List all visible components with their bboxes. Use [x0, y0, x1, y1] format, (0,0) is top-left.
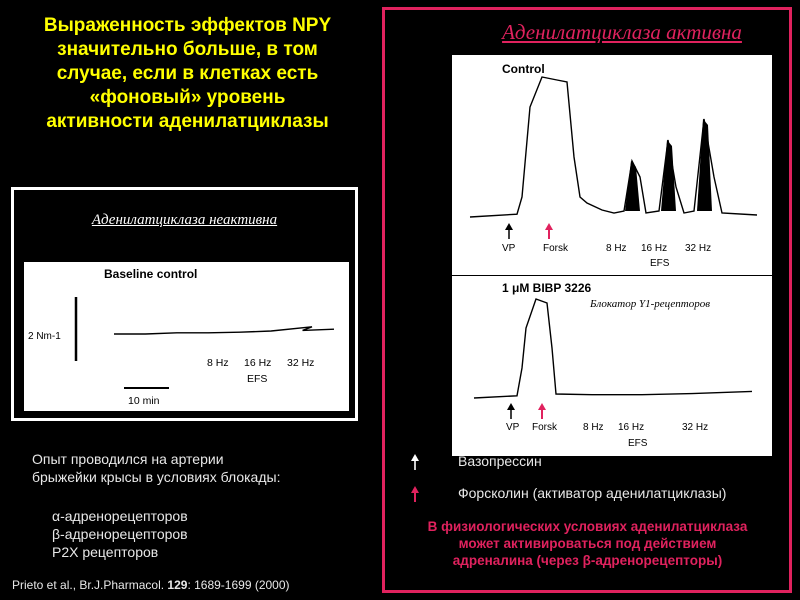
- arrow-vp: [507, 403, 515, 419]
- legend-forskolin: Форсколин (активатор аденилатциклазы): [458, 485, 727, 501]
- experiment-conditions: [32, 450, 280, 486]
- stim-label-forsk: Forsk: [543, 243, 568, 254]
- stim-label-forsk: Forsk: [532, 422, 557, 433]
- conclusion: [385, 518, 790, 569]
- legend-vasopressin: Вазопрессин: [458, 453, 542, 469]
- x-scale-label: 10 min: [128, 395, 160, 407]
- control-trace-title: Control: [502, 62, 545, 76]
- control-trace-chart: [452, 55, 772, 275]
- headline-line: Выраженность эффектов NPY: [43, 15, 332, 36]
- left-panel: [11, 187, 358, 421]
- conclusion-line: может активироваться под действием: [458, 536, 717, 551]
- efs-label: EFS: [628, 438, 648, 449]
- legend-vasopressin-arrow: [409, 452, 421, 477]
- y-scale-label: 2 Nm-1: [28, 331, 61, 342]
- headline: [10, 14, 365, 134]
- citation-prefix: Prieto et al., Br.J.Pharmacol.: [12, 578, 168, 592]
- headline-line: значительно больше, в том: [57, 39, 318, 60]
- stim-label-32hz: 32 Hz: [685, 243, 712, 254]
- stim-label-8hz: 8 Hz: [207, 357, 229, 369]
- citation-volume: 129: [167, 578, 188, 592]
- headline-line: активности аденилатциклазы: [46, 111, 329, 132]
- control-trace-panel: [452, 55, 772, 275]
- left-panel-title: Аденилатциклаза неактивна: [91, 212, 278, 228]
- legend-forskolin-arrow: [409, 484, 421, 509]
- receptor-p2x: P2X рецепторов: [52, 544, 159, 560]
- conclusion-line: адреналина (через β-адренорецепторы): [452, 553, 723, 568]
- stim-label-16hz: 16 Hz: [618, 422, 645, 433]
- right-panel: [382, 7, 792, 593]
- blocker-note: Блокатор Y1-рецепторов: [590, 298, 711, 310]
- bibp-trace-line: [474, 299, 752, 398]
- right-panel-title: Аденилатциклаза активна: [502, 20, 742, 44]
- stim-label-8hz: 8 Hz: [606, 243, 627, 254]
- arrow-forsk: [545, 223, 553, 239]
- stim-label-16hz: 16 Hz: [244, 357, 272, 369]
- efs-burst-1: [625, 161, 640, 211]
- control-trace-line: [470, 77, 757, 217]
- stim-label-32hz: 32 Hz: [682, 422, 709, 433]
- bibp-trace-title: 1 μM BIBP 3226: [502, 281, 592, 295]
- citation: [12, 578, 290, 592]
- headline-line: «фоновый» уровень: [89, 87, 286, 108]
- conclusion-line: В физиологических условиях аденилатциклаза: [427, 519, 748, 534]
- bibp-trace-chart: [452, 276, 772, 456]
- efs-label: EFS: [247, 373, 268, 385]
- stim-label-16hz: 16 Hz: [641, 243, 668, 254]
- bibp-trace-panel: [452, 276, 772, 456]
- stim-label-vp: VP: [502, 243, 516, 254]
- receptor-alpha: α-адренорецепторов: [52, 508, 188, 524]
- stim-label-32hz: 32 Hz: [287, 357, 315, 369]
- stim-label-8hz: 8 Hz: [583, 422, 604, 433]
- arrow-vp: [505, 223, 513, 239]
- baseline-trace-line: [114, 327, 334, 334]
- headline-line: случае, если в клетках есть: [56, 63, 319, 84]
- baseline-trace-panel: [24, 262, 349, 411]
- stim-label-vp: VP: [506, 422, 520, 433]
- baseline-trace-chart: [24, 262, 349, 411]
- citation-suffix: : 1689-1699 (2000): [187, 578, 290, 592]
- baseline-trace-title: Baseline control: [104, 267, 198, 281]
- receptor-beta: β-адренорецепторов: [52, 526, 188, 542]
- arrow-forsk: [538, 403, 546, 419]
- efs-label: EFS: [650, 258, 670, 269]
- conditions-line: брыжейки крысы в условиях блокады:: [32, 469, 281, 485]
- conditions-line: Опыт проводился на артерии: [32, 451, 224, 467]
